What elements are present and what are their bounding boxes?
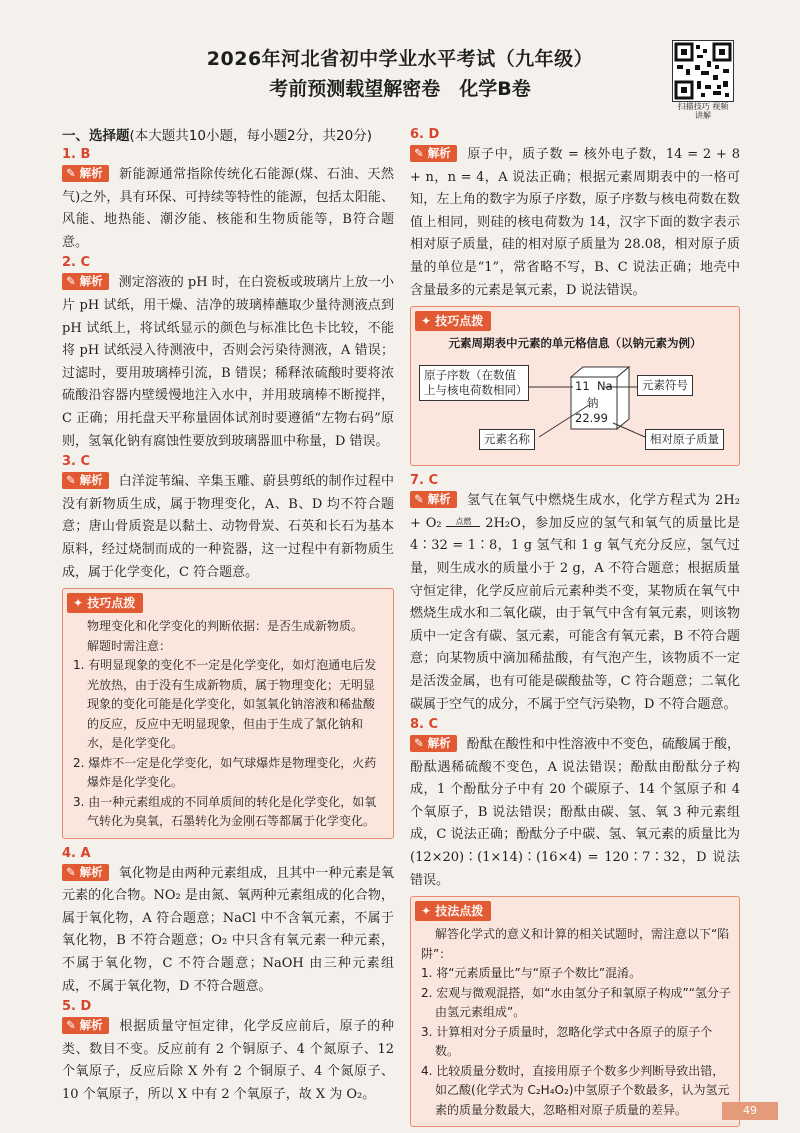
answer-text: 氧化物是由两种元素组成，且其中一种元素是氧元素的化合物。NO₂ 是由氮、氧两种元素组成的化合物，属于氧化物，A 符合题意；NaCl 中不含氧元素，不属于氧化物，B 不符合题意；O₂ 中只含有氧元素一种元素，不属于氧化物，C 不符合题意；NaOH 由三种元素组成，不属于氧化物，D 不符合题意。 <box>62 865 394 994</box>
question-7 <box>410 472 740 716</box>
answer-text: 新能源通常指除传统化石能源(煤、石油、天然气)之外，具有环保、可持续等特性的能源，包括太阳能、风能、地热能、潮汐能、核能和生物质能等，B符合题意。 <box>62 167 394 250</box>
question-number: 2. C <box>62 255 91 271</box>
cell-name: 钠 <box>587 396 599 411</box>
tip-box-method <box>410 896 740 1127</box>
cell-number: 11 <box>575 379 590 394</box>
analysis-tag: ✎ 解析 <box>62 472 109 489</box>
mass-label: 相对原子质量 <box>645 429 724 450</box>
question-4 <box>62 845 394 999</box>
analysis-tag: ✎ 解析 <box>410 735 457 752</box>
analysis-tag: ✎ 解析 <box>62 1017 109 1034</box>
answer-text: 酚酞在酸性和中性溶液中不变色，硫酸属于酸，酚酞遇稀硫酸不变色，A 说法错误；酚酞由酚酞分子构成，1 个酚酞分子中有 20 个碳原子、14 个氢原子和 4 个氧原子，B 说法错误；酚酞由碳、氢、氧 3 种元素组成，C 说法正确；酚酞分子中碳、氢、氧元素的质量比为 (12×20)∶(1×14)∶(16×4) = 120∶7∶32，D 说法错误。 <box>410 737 740 888</box>
pencil-icon: ✎ <box>66 473 76 488</box>
pencil-icon: ✎ <box>66 1018 76 1033</box>
question-number: 4. A <box>62 845 91 861</box>
pencil-icon: ✎ <box>414 492 424 507</box>
page-number: 49 <box>722 1102 778 1120</box>
section-title: 一、选择题 <box>62 128 130 144</box>
answer-text: 根据质量守恒定律，化学反应前后，原子的种类、数目不变。反应前有 2 个铜原子、4 个氮原子、12 个氧原子，反应后除 X 外有 2 个铜原子、4 个氮原子、10 个氧原子，所以 X 中有 2 个氧原子，故 X 为 O₂。 <box>62 1019 394 1102</box>
qr-caption: 扫描技巧 视频讲解 <box>677 102 729 120</box>
tip-subheading: 解题时需注意： <box>87 638 172 653</box>
section-heading <box>62 126 394 146</box>
pencil-icon: ✎ <box>414 146 424 160</box>
question-3 <box>62 453 394 584</box>
tip-item: 2. 爆炸不一定是化学变化，如气球爆炸是物理变化，火药爆炸是化学变化。 <box>73 755 377 790</box>
name-label: 元素名称 <box>479 429 535 450</box>
tip-box-skill <box>410 306 740 466</box>
analysis-tag: ✎ 解析 <box>62 864 109 881</box>
analysis-tag: ✎ 解析 <box>410 145 457 162</box>
answer-text: 氢气在氧气中燃烧生成水，化学方程式为 <box>466 493 711 509</box>
tip-intro: 物理变化和化学变化的判断依据：是否生成新物质。 <box>87 619 364 634</box>
question-8 <box>410 716 740 892</box>
pencil-icon: ✎ <box>66 864 76 879</box>
page-subtitle: 考前预测载望解密卷 化学B卷 <box>269 78 531 100</box>
answer-text: 测定溶液的 pH 时，在白瓷板或玻璃片上放一小片 pH 试纸，用干燥、洁净的玻璃棒蘸取少量待测液点到 pH 试纸上，将试纸显示的颜色与标准比色卡比较，不能将 pH 试纸浸入待测液中，否则会污染待测液，A 错误；过滤时，要用玻璃棒引流，B 错误；稀释浓硫酸时要将浓硫酸沿容器内壁缓慢地注入水中，并用玻璃棒不断搅拌，C 正确；用托盘天平称量固体试剂时要遵循“左物右码”原则，氢氧化钠有腐蚀性要放到玻璃器皿中称量，D 错误。 <box>62 275 394 449</box>
cell-symbol: Na <box>597 379 613 394</box>
answer-text: 白洋淀苇编、辛集玉雕、蔚县剪纸的制作过程中没有新物质生成，属于物理变化，A、B、D 均不符合题意；唐山骨质瓷是以黏土、动物骨炭、石英和长石为基本原料，经过烧制而成的一种瓷器，这一过程中有新物质生成，属于化学变化，C 符合题意。 <box>62 474 394 580</box>
answer-text: 原子中，质子数 = 核外电子数，14 = 2 + 8 + n，n = 4，A 说法正确；根据元素周期表中的一格可知，左上角的数字为原子序数，原子序数与核电荷数在数值上相同，则硅的核电荷数为 14，汉字下面的数字表示相对原子质量，硅的相对原子质量为 28.08，相对原子质量的单位是“1”，常省略不写，B、C 说法正确；地壳中含量最多的元素是氧元素，D 说法错误。 <box>410 147 740 298</box>
qr-code[interactable] <box>672 40 734 102</box>
tip-item: 1. 有明显现象的变化不一定是化学变化，如灯泡通电后发光放热，由于没有生成新物质，属于物理变化；无明显现象的变化可能是化学变化，如氢氧化钠溶液和稀盐酸的反应，反应中无明显现象，但由于生成了氯化钠和水，是化学变化。 <box>73 658 377 751</box>
cell-mass: 22.99 <box>575 411 608 426</box>
tip-item: 4. 比较质量分数时，直接用原子个数多少判断导致出错，如乙酸(化学式为 C₂H₄O₂)中氢原子个数最多，认为氢元素的质量分数最大，忽略相对原子质量的差异。 <box>421 1063 730 1117</box>
right-column <box>410 126 740 1133</box>
pencil-icon: ✎ <box>66 274 76 289</box>
tip-item: 3. 计算相对分子质量时，忽略化学式中各原子的原子个数。 <box>421 1024 713 1059</box>
equation-condition: 点燃 <box>455 516 472 526</box>
tip-intro: 解答化学式的意义和计算的相关试题时，需注意以下“陷阱”： <box>421 927 730 961</box>
section-note: (本大题共10小题，每小题2分，共20分) <box>129 128 372 144</box>
question-number: 7. C <box>410 473 439 489</box>
analysis-tag: ✎ 解析 <box>62 165 109 182</box>
question-5 <box>62 998 394 1106</box>
atomic-number-label: 原子序数（在数值上与核电荷数相同） <box>419 365 529 401</box>
tip-box-skill <box>62 588 394 839</box>
lightbulb-icon: ✦ <box>421 904 432 919</box>
question-number: 3. C <box>62 454 91 470</box>
question-number: 8. C <box>410 717 439 733</box>
answer-text: ，参加反应的氢气和氧气的质量比是 4∶32 = 1∶8，1 g 氢气和 1 g 氧气充分反应，氢气过量，则生成水的质量小于 2 g，A 不符合题意；根据质量守恒定律，化学反应前后元素种类不变，某物质在氧气中燃烧生成水和二氧化碳，由于氧气中含有氧元素，则该物质中一定含有碳、氢元素，可能含有氧元素，B 不符合题意；向某物质中滴加稀盐酸，有气泡产生，该物质不一定是活泼金属，也有可能是碳酸盐等，C 符合题意；二氧化碳属于空气的成分，不属于空气污染物，D 不符合题意。 <box>410 515 740 712</box>
symbol-label: 元素符号 <box>637 375 693 396</box>
page-title: 2026年河北省初中学业水平考试（九年级） <box>206 48 594 70</box>
lightbulb-icon: ✦ <box>73 596 84 611</box>
diagram-title: 元素周期表中元素的单元格信息（以钠元素为例） <box>448 336 702 351</box>
equation-lhs: 2H₂ + O₂ <box>410 493 740 531</box>
lightbulb-icon: ✦ <box>421 314 432 329</box>
tip-item: 3. 由一种元素组成的不同单质间的转化是化学变化，如氧气转化为臭氧，石墨转化为金刚石等都属于化学变化。 <box>73 794 377 829</box>
element-cell-diagram <box>419 357 731 457</box>
analysis-tag: ✎ 解析 <box>62 273 109 290</box>
tip-heading: ✦ 技巧点拨 <box>67 593 143 613</box>
question-6 <box>410 126 740 302</box>
question-1 <box>62 146 394 254</box>
question-2 <box>62 254 394 453</box>
question-number: 6. D <box>410 127 440 142</box>
question-number: 1. B <box>62 147 91 162</box>
tip-item: 1. 将“元素质量比”与“原子个数比”混淆。 <box>421 966 642 981</box>
tip-item: 2. 宏观与微观混搭，如“水由氢分子和氧原子构成”“氢分子由氢元素组成”。 <box>421 985 731 1020</box>
tip-heading: ✦ 技法点拨 <box>415 901 491 921</box>
left-column <box>62 126 394 1107</box>
analysis-tag: ✎ 解析 <box>410 491 457 508</box>
pencil-icon: ✎ <box>414 736 424 751</box>
pencil-icon: ✎ <box>66 166 76 180</box>
tip-heading: ✦ 技巧点拨 <box>415 311 491 331</box>
equation-rhs: 2H₂O <box>485 515 521 531</box>
question-number: 5. D <box>62 999 92 1015</box>
